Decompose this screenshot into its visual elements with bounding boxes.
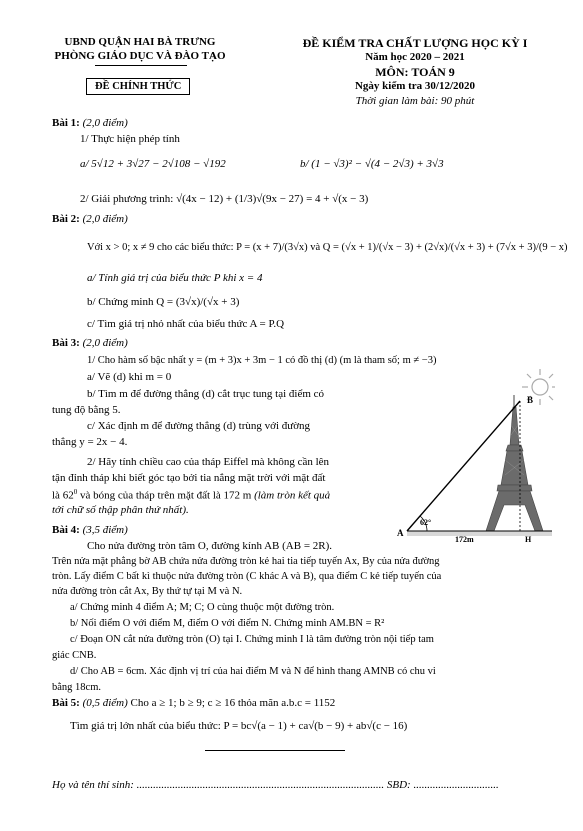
bai2-points: (2,0 điểm)	[82, 213, 128, 225]
bai2-title: Bài 2:	[52, 213, 80, 225]
header-underline	[95, 65, 187, 66]
bai3-b2: tung độ bằng 5.	[52, 404, 121, 416]
point-a-label: A	[397, 528, 404, 538]
bai3-q2-line4: tới chữ số thập phân thứ nhất).	[52, 504, 189, 516]
bai2-c: c/ Tìm giá trị nhỏ nhất của biểu thức A = P.Q	[87, 318, 285, 330]
bai4-points: (3,5 điểm)	[82, 524, 128, 536]
bai5-title: Bài 5:	[52, 697, 80, 709]
bai4-c1: c/ Đoạn ON cắt nửa đường tròn (O) tại I. Chứng minh I là tâm đường tròn nội tiếp tam	[70, 634, 434, 645]
bai3-b1: b/ Tìm m để đường thẳng (d) cắt trục tung tại điểm có	[87, 388, 325, 400]
point-h-label: H	[525, 535, 532, 544]
bai3-heading	[52, 337, 128, 349]
sun-ray-line	[407, 401, 520, 531]
bai2-heading	[52, 213, 128, 225]
bai4-c2: giác CNB.	[52, 650, 97, 661]
bai3-a: a/ Vẽ (d) khi m = 0	[87, 371, 172, 383]
bai5-points: (0,5 điểm)	[82, 697, 128, 709]
bai1-q1a: a/ 5√12 + 3√27 − 2√108 − √192	[80, 158, 226, 170]
angle-label: 62°	[420, 518, 432, 527]
sbd-field[interactable]: ...............................	[413, 779, 499, 791]
school-year: Năm học 2020 – 2021	[365, 51, 465, 63]
candidate-name-field[interactable]: ..........................................................................................	[136, 779, 385, 791]
bai3-points: (2,0 điểm)	[82, 337, 128, 349]
eiffel-tower-icon	[486, 395, 543, 531]
bai1-q1b: b/ (1 − √3)² − √(4 − 2√3) + 3√3	[300, 158, 444, 170]
bai3-q1: 1/ Cho hàm số bậc nhất y = (m + 3)x + 3m − 1 có đồ thị (d) (m là tham số; m ≠ −3)	[87, 355, 437, 366]
bai3-q2-shadow: và bóng của tháp trên mặt đất là 172 m	[77, 489, 255, 502]
bai4-d2: bằng 18cm.	[52, 682, 101, 693]
bai5-question: Tìm giá trị lớn nhất của biểu thức: P = bc√(a − 1) + ca√(b − 9) + ab√(c − 16)	[70, 720, 408, 732]
length-label: 172m	[455, 535, 474, 544]
bai2-intro: Với x > 0; x ≠ 9 cho các biểu thức: P = (x + 7)/(3√x) và Q = (√x + 1)/(√x − 3) + (2√x)/(√x + 3) + (7√x + 3)/(9 − x)	[87, 242, 568, 253]
bai3-q2-line1: 2/ Hãy tính chiều cao của tháp Eiffel mà không cần lên	[87, 456, 330, 468]
bai3-q2-line2: tận đỉnh tháp khi biết góc tạo bởi tia nắng mặt trời với mặt đất	[52, 472, 326, 484]
bai1-points: (2,0 điểm)	[82, 117, 128, 129]
bai3-c1: c/ Xác định m để đường thẳng (d) trùng với đường	[87, 420, 311, 432]
degree-mark: 0	[73, 488, 78, 496]
bai2-b: b/ Chứng minh Q = (3√x)/(√x + 3)	[87, 296, 240, 308]
office-name: PHÒNG GIÁO DỤC VÀ ĐÀO TẠO	[54, 50, 226, 62]
bai4-p3: nửa đường tròn cắt Ax, By thứ tự tại M và N.	[52, 586, 243, 597]
eiffel-figure	[395, 365, 555, 545]
bai1-q1: 1/ Thực hiện phép tính	[80, 133, 180, 145]
candidate-name-label: Họ và tên thí sinh:	[52, 779, 134, 791]
point-b-label: B	[527, 395, 534, 405]
bai5-heading	[52, 697, 335, 709]
bai3-q2-line3	[52, 488, 330, 502]
bai4-d1: d/ Cho AB = 6cm. Xác định vị trí của hai điểm M và N để hình thang AMNB có chu vi	[70, 666, 436, 677]
bai4-b: b/ Nối điểm O với điểm M, điểm O với điểm N. Chứng minh AM.BN = R²	[70, 618, 385, 629]
bai4-p2: tròn. Lấy điểm C bất kì thuộc nửa đường tròn (C khác A và B), qua điểm C kẻ tiếp tuyến của	[52, 571, 442, 582]
bai3-q2-angle: là 62	[52, 489, 74, 502]
bai1-title: Bài 1:	[52, 117, 80, 129]
bai4-p1: Trên nửa mặt phẳng bờ AB chứa nửa đường tròn kẻ hai tia tiếp tuyến Ax, By của nửa đường	[52, 556, 440, 567]
sbd-label: SBD:	[386, 779, 411, 791]
exam-duration: Thời gian làm bài: 90 phút	[355, 95, 475, 107]
footer	[52, 779, 499, 791]
exam-title: ĐỀ KIỂM TRA CHẤT LƯỢNG HỌC KỲ I	[302, 36, 528, 50]
bai4-intro: Cho nửa đường tròn tâm O, đường kính AB (AB = 2R).	[87, 540, 333, 552]
bai3-q2-rounding: (làm tròn kết quả	[254, 489, 331, 502]
bai4-title: Bài 4:	[52, 524, 80, 536]
bai1-heading	[52, 117, 128, 129]
bai3-c2: thẳng y = 2x − 4.	[52, 436, 128, 448]
end-separator	[205, 750, 345, 751]
bai3-title: Bài 3:	[52, 337, 80, 349]
bai4-a: a/ Chứng minh 4 điểm A; M; C; O cùng thuộc một đường tròn.	[70, 602, 335, 613]
department-name: UBND QUẬN HAI BÀ TRƯNG	[64, 36, 216, 48]
bai5-condition: Cho a ≥ 1; b ≥ 9; c ≥ 16 thỏa mãn a.b.c = 1152	[130, 697, 336, 709]
bai4-heading	[52, 524, 128, 536]
official-badge: ĐỀ CHÍNH THỨC	[86, 78, 190, 95]
bai1-q2: 2/ Giải phương trình: √(4x − 12) + (1/3)√(9x − 27) = 4 + √(x − 3)	[80, 193, 369, 205]
subject: MÔN: TOÁN 9	[375, 65, 455, 79]
exam-date: Ngày kiểm tra 30/12/2020	[354, 80, 476, 92]
bai2-a: a/ Tính giá trị của biểu thức P khi x = 4	[87, 272, 263, 284]
